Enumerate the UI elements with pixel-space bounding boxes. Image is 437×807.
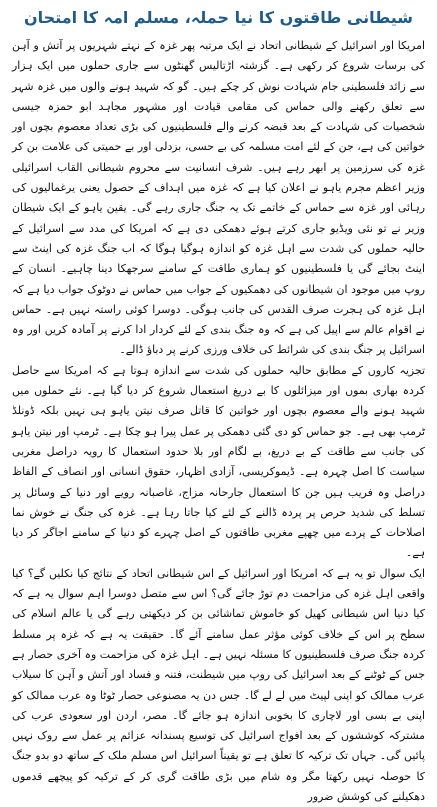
article-headline: شیطانی طاقتوں کا نیا حملہ، مسلم امہ کا امتحان bbox=[24, 8, 413, 27]
article-paragraph: ایک سوال تو یہ ہے کہ امریکا اور اسرائیل کے اس شیطانی اتحاد کے نتائج کیا نکلیں گے؟ کیا واقعی اہل غزہ کی مزاحمت دم توڑ جائے گی؟ اس سے متصل دوسرا اہم سوال یہ ہے کہ کیا دنیا اس شیطانی کھیل کو خاموش تماشائی بن کر دیکھتی رہے گی یا عالم اسلام کی سطح پر اس کے خلاف کوئی مؤثر عمل سامنے آئے گا۔ حقیقت یہ ہے کہ غزہ پر مسلط کردہ جنگ صرف فلسطینیوں کا مسئلہ نہیں ہے۔ اہل غزہ کی مزاحمت وہ آخری حصار ہے جس کے ٹوٹنے کے بعد اسرائیل کی روپ میں شیطنت، فتنہ و فساد اور آتش و آہن کا سیلاب عرب ممالک کو اپنی لپیٹ میں لے لے گا۔ جس دن یہ مصنوعی حصار ٹوٹا وہ عرب ممالک کو اپنی بے بسی اور لاچاری کا بخوبی اندازہ ہو جائے گا۔ مصر، اردن اور سعودی عرب کی مشترکہ کوششوں کے بعد افواج اسرائیل کی توسیع پسندانہ عزائم پر عمل سے روک نہیں پائیں گی۔ جہاں تک ترکیہ کا تعلق ہے تو یقیناً اسرائیل اس مسلم ملک کے ساتھ دو بدو جنگ کا حوصلہ نہیں رکھتا مگر وہ شام میں بڑی طاقت گری کر کے ترکیہ کو پیچھے قدموں دھکیلنے کی کوشش ضرور bbox=[12, 566, 425, 803]
article-body bbox=[12, 36, 425, 807]
article-paragraph: تجزیہ کاروں کے مطابق حالیہ حملوں کی شدت سے اندازہ ہوتا ہے کہ امریکا سے حاصل کردہ بھاری بموں اور میزائلوں کا بے دریغ استعمال شروع کر دیا گیا ہے۔ نئے حملوں میں شہید ہونے والے معصوم بچوں اور خواتین کا قاتل صرف نیتن یاہو ہی نہیں بلکہ ڈونلڈ ٹرمپ بھی ہے۔ جو حماس کو دی گئی دھمکی پر عمل پیرا ہو چکا ہے۔ ٹرمپ اور نیتن یاہو کی جانب سے طاقت کے بے دریغ، بے لگام اور بلا حدود استعمال کا رویہ دراصل مغربی سیاست کا اصل چہرہ ہے۔ ڈیموکریسی، آزادی اظہار، حقوق انسانی اور انصاف کے الفاظ دراصل وہ فریب ہیں جن کا استعمال جارحانہ مزاج، غاصبانہ رویے اور دنیا کے وسائل پر تسلط کی شدید حرص پر پردہ ڈالنے کے لئے کیا جاتا رہا ہے۔ غزہ کی جنگ نے خوش نما اصلاحات کے پردے میں چھپے مغربی طاقتوں کے اصل چہرے کو دنیا کے سامنے اجاگر کر دیا ہے۔ bbox=[12, 363, 425, 560]
article-paragraph: امریکا اور اسرائیل کے شیطانی اتحاد نے ایک مرتبہ پھر غزہ کے نہتے شہریوں پر آتش و آہن کی برسات شروع کر رکھی ہے۔ گزشتہ اڑتالیس گھنٹوں سے جاری حملوں میں ایک ہزار سے زائد فلسطینی جام شہادت نوش کر چکے ہیں۔ گو کہ شہید ہونے والوں میں غزہ شہر سے تعلق رکھنے والی حماس کی مقامی قیادت اور مشہور مجاہد ابو حمزہ جیسی شخصیات کی شہادت کے بعد قبضہ کرنے والے فلسطینیوں کی بڑی تعداد معصوم بچوں اور خواتین کی ہے، جن کے لئے امت مسلمہ کی بے حسی، بزدلی اور بے حمیتی کی علامت بن کر غزہ کی سرزمین پر ابھر رہے ہیں۔ شرف انسانیت سے محروم شیطانی القاب اسرائیلی وزیر اعظم مجرم یاہو نے اعلان کیا ہے کہ غزہ میں اہداف کے حصول یعنی یرغمالیوں کی رہائی اور غزہ سے حماس کے خاتمے تک یہ جنگ جاری رہے گی۔ یقین یاہو کے ایک شیطان وزیر نے تو نئی ویڈیو جاری کرتے ہوئے دھمکی دی ہے کہ امریکا کی مدد سے اسرائیل کے حالیہ حملوں کی شدت سے اہل غزہ کو اندازہ ہوگیا ہوگا کہ اب جنگ غزہ کی اینٹ سے اینٹ بجائے گی یا فلسطینیوں کو ہماری طاقت کے سامنے سرجھکا دینا چاہیے۔ انسان کے روپ میں موجود ان شیطانوں کی دھمکیوں کے جواب میں حماس نے دوٹوک جواب دیا ہے کہ اہل غزہ کی ہجرت صرف القدس کی جانب ہوگی۔ دوسرا کوئی راستہ نہیں ہے۔ حماس نے اقوام عالم سے اپیل کی ہے کہ وہ جنگ بندی کے لئے کردار ادا کرنے پر آمادہ کریں اور وہ اسرائیل پر جنگ بندی کی شرائط کی خلاف ورزی کرنے پر دباؤ ڈالے۔ bbox=[12, 39, 425, 357]
